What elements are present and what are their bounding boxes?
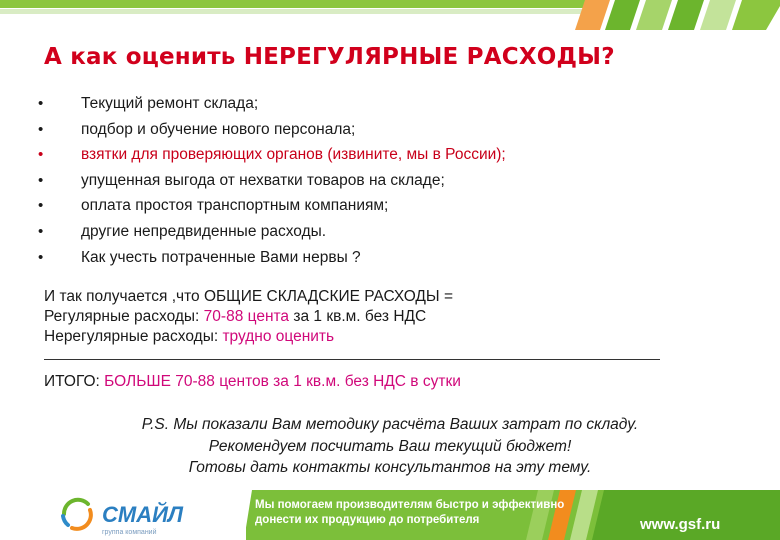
logo-subtext: группа компаний [102,529,157,536]
company-logo [58,494,206,536]
list-item [38,219,738,245]
footer-slogan [255,498,564,528]
list-item-text: другие непредвиденные расходы. [81,222,327,240]
summary-block [44,287,453,347]
list-item [38,168,738,194]
slogan-line: донести их продукцию до потребителя [255,514,480,526]
regular-expenses-unit: за 1 кв.м. без НДС [289,308,427,325]
bullet-icon: • [38,146,44,164]
list-item-text: Текущий ремонт склада; [81,95,259,112]
irregular-expenses-line [44,327,453,347]
bullet-icon: • [38,197,44,215]
list-item [38,117,738,143]
header-green-stripe [700,0,736,30]
slogan-line: Мы помогаем производителям быстро и эффективно [255,499,565,511]
list-item [38,91,738,117]
list-item-text: взятки для проверяющих органов (извините, мы в России); [81,146,506,164]
postscript-line: P.S. Мы показали Вам методику расчёта Ваших затрат по складу. [141,416,639,433]
bullet-icon: • [38,171,44,189]
total-line [44,373,461,391]
postscript-line: Готовы дать контакты консультантов на эту тему. [188,459,592,476]
bullet-icon: • [38,222,44,240]
total-value: БОЛЬШЕ 70-88 центов за 1 кв.м. без НДС в сутки [104,373,461,390]
header-green-stripe [605,0,640,30]
summary-line: И так получается ,что ОБЩИЕ СКЛАДСКИЕ РАСХОДЫ = [44,288,453,305]
list-item-text: упущенная выгода от нехватки товаров на складе; [81,171,445,189]
list-item [38,142,738,168]
header-green-stripe [636,0,672,30]
postscript-line: Рекомендуем посчитать Ваш текущий бюджет! [208,437,572,455]
header-green-stripe [732,0,780,30]
expense-list [38,91,738,270]
bullet-icon: • [38,120,44,138]
regular-expenses-label: Регулярные расходы: [44,308,204,325]
header-green-stripe [668,0,704,30]
header-stripes [0,0,780,30]
divider [44,359,660,360]
smile-emblem-icon [63,500,91,529]
postscript [44,414,736,479]
bullet-icon: • [38,95,44,112]
website-link[interactable]: www.gsf.ru [640,516,721,533]
header-light-green-bar [0,9,590,14]
list-item [38,193,738,219]
logo-wordmark: СМАЙЛ [102,502,184,527]
header-green-bar [0,0,585,8]
regular-expenses-line [44,307,453,327]
irregular-expenses-label: Нерегулярные расходы: [44,328,223,345]
regular-expenses-value: 70-88 цента [203,308,290,325]
slide-title: А как оценить НЕРЕГУЛЯРНЫЕ РАСХОДЫ? [44,44,615,70]
total-label: ИТОГО: [44,373,105,390]
list-item-text: подбор и обучение нового персонала; [81,120,356,138]
bullet-icon: • [38,248,44,266]
list-item-text: оплата простоя транспортным компаниям; [81,197,389,215]
list-item-text: Как учесть потраченные Вами нервы ? [81,248,361,266]
irregular-expenses-value: трудно оценить [222,328,335,345]
list-item [38,245,738,271]
